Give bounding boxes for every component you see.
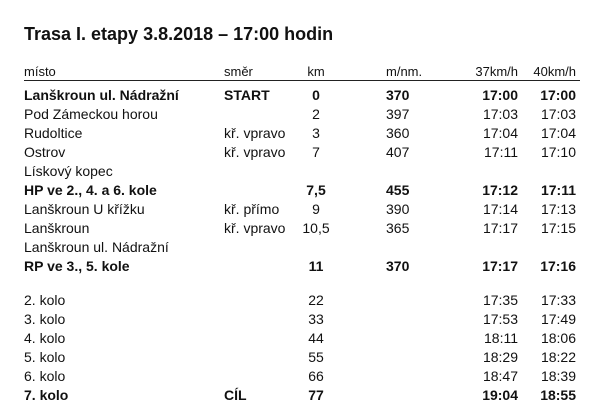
cell-km: 0	[312, 87, 320, 103]
cell-km: 55	[308, 349, 324, 365]
cell-place: 4. kolo	[24, 330, 66, 346]
cell-km: 10,5	[302, 220, 330, 236]
table-row	[24, 238, 584, 257]
cell-elevation: 360	[386, 125, 410, 141]
cell-km: 66	[308, 368, 324, 384]
cell-place: 6. kolo	[24, 368, 66, 384]
cell-time-37: 17:17	[482, 258, 518, 274]
cell-time-37: 17:03	[482, 106, 518, 122]
table-row	[24, 291, 584, 310]
cell-time-40: 17:03	[540, 106, 576, 122]
header-time-40: 40km/h	[533, 64, 576, 79]
cell-time-40: 17:33	[540, 292, 576, 308]
cell-km: 33	[308, 311, 324, 327]
cell-time-40: 17:10	[540, 144, 576, 160]
table-row	[24, 86, 584, 105]
cell-km: 7,5	[306, 182, 326, 198]
cell-time-37: 17:35	[482, 292, 518, 308]
cell-elevation: 370	[386, 87, 410, 103]
cell-direction: kř. vpravo	[224, 220, 286, 236]
cell-time-40: 18:39	[540, 368, 576, 384]
cell-elevation: 397	[386, 106, 410, 122]
table-row	[24, 367, 584, 386]
cell-time-37: 17:17	[482, 220, 518, 236]
cell-elevation: 370	[386, 258, 410, 274]
cell-time-37: 17:11	[484, 144, 518, 160]
table-row	[24, 181, 584, 200]
cell-km: 7	[312, 144, 320, 160]
cell-time-40: 18:22	[540, 349, 576, 365]
header-direction: směr	[224, 64, 253, 79]
cell-time-40: 17:49	[540, 311, 576, 327]
table-row	[24, 105, 584, 124]
table-row	[24, 219, 584, 238]
cell-time-37: 19:04	[482, 387, 518, 403]
table-row	[24, 348, 584, 367]
cell-elevation: 390	[386, 201, 410, 217]
cell-place: RP ve 3., 5. kole	[24, 258, 130, 274]
header-km: km	[307, 64, 325, 79]
cell-time-40: 17:00	[540, 87, 576, 103]
cell-direction: kř. vpravo	[224, 125, 286, 141]
cell-km: 2	[312, 106, 320, 122]
cell-place: Lanškroun ul. Nádražní	[24, 87, 179, 103]
table-row	[24, 386, 584, 405]
header-time-37: 37km/h	[475, 64, 518, 79]
header-divider	[24, 80, 580, 81]
cell-place: Lanškroun U křížku	[24, 201, 145, 217]
cell-direction: START	[224, 87, 270, 103]
cell-place: 7. kolo	[24, 387, 69, 403]
cell-km: 44	[308, 330, 324, 346]
cell-time-40: 17:16	[540, 258, 576, 274]
page-title: Trasa I. etapy 3.8.2018 – 17:00 hodin	[24, 24, 334, 44]
cell-time-40: 17:15	[540, 220, 576, 236]
table-row	[24, 257, 584, 276]
cell-km: 77	[308, 387, 324, 403]
cell-elevation: 455	[386, 182, 410, 198]
table-row	[24, 162, 584, 181]
cell-place: 5. kolo	[24, 349, 66, 365]
table-header	[24, 62, 584, 81]
cell-time-40: 18:55	[540, 387, 576, 403]
cell-place: Lískový kopec	[24, 163, 113, 179]
cell-km: 11	[308, 258, 324, 274]
header-place: místo	[24, 64, 56, 79]
cell-km: 3	[312, 125, 320, 141]
cell-km: 22	[308, 292, 324, 308]
cell-place: 2. kolo	[24, 292, 66, 308]
cell-time-37: 18:11	[484, 330, 518, 346]
table-row	[24, 329, 584, 348]
cell-time-40: 17:11	[540, 182, 576, 198]
table-row	[24, 200, 584, 219]
cell-time-37: 17:04	[482, 125, 518, 141]
cell-time-37: 17:14	[482, 201, 518, 217]
cell-time-37: 18:29	[482, 349, 518, 365]
cell-km: 9	[312, 201, 320, 217]
cell-place: Rudoltice	[24, 125, 83, 141]
cell-time-37: 17:53	[482, 311, 518, 327]
cell-time-40: 17:04	[540, 125, 576, 141]
header-elevation: m/nm.	[386, 64, 423, 79]
cell-elevation: 365	[386, 220, 410, 236]
table-row	[24, 124, 584, 143]
cell-place: HP ve 2., 4. a 6. kole	[24, 182, 157, 198]
table-row	[24, 310, 584, 329]
cell-direction: kř. vpravo	[224, 144, 286, 160]
cell-direction: CÍL	[224, 387, 247, 403]
cell-time-37: 17:00	[482, 87, 518, 103]
table-row	[24, 143, 584, 162]
cell-place: Pod Zámeckou horou	[24, 106, 158, 122]
cell-time-40: 18:06	[540, 330, 576, 346]
cell-elevation: 407	[386, 144, 410, 160]
cell-time-37: 17:12	[482, 182, 518, 198]
cell-place: Lanškroun ul. Nádražní	[24, 239, 169, 255]
cell-place: 3. kolo	[24, 311, 66, 327]
cell-place: Ostrov	[24, 144, 66, 160]
cell-time-37: 18:47	[482, 368, 518, 384]
cell-direction: kř. přímo	[224, 201, 280, 217]
cell-place: Lanškroun	[24, 220, 90, 236]
cell-time-40: 17:13	[540, 201, 576, 217]
